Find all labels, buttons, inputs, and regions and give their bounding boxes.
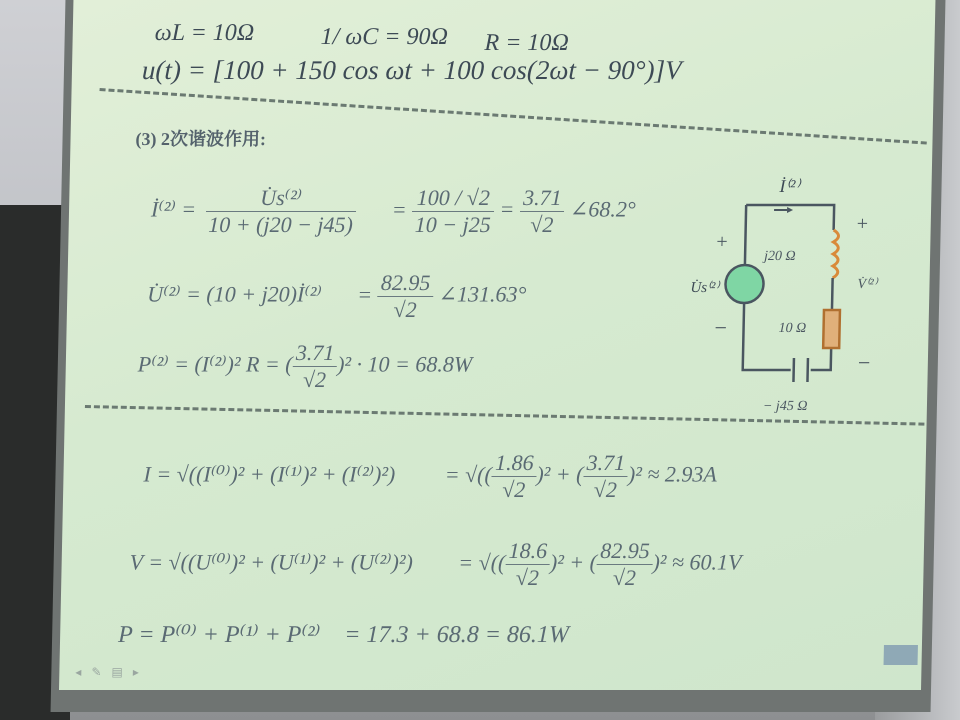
eq-i2-num3: 3.71	[520, 185, 565, 212]
eq-i-lhs: I = √((I⁽⁰⁾)² + (I⁽¹⁾)² + (I⁽²⁾)²)	[143, 461, 396, 487]
current-label: İ⁽²⁾	[779, 176, 801, 196]
menu-icon[interactable]: ▤	[111, 665, 133, 679]
eq-i2-frac2	[411, 185, 494, 238]
blue-corner-button[interactable]	[884, 645, 918, 665]
eq-i2-frac3	[519, 185, 565, 238]
eq-p-rhs: = 17.3 + 68.8 = 86.1W	[344, 622, 570, 648]
eq-u2-lhs: U̇⁽²⁾ = (10 + j20)İ⁽²⁾	[147, 281, 323, 307]
eq-p2	[137, 340, 472, 393]
eq-i2-den1: 10 + (j20 − j45)	[208, 212, 354, 237]
eq-v-frac1	[505, 538, 551, 591]
eq-v-n1: 18.6	[505, 538, 550, 565]
left-plus: +	[716, 231, 728, 253]
pen-icon[interactable]: ✎	[91, 665, 112, 679]
eq-p-total	[118, 620, 569, 649]
inductor-label: j20 Ω	[763, 249, 796, 264]
voltage-label: V̇⁽²⁾	[857, 277, 878, 292]
eq-i2-lhs: İ⁽²⁾ =	[150, 196, 197, 222]
eq-i-total	[143, 450, 717, 503]
eq-i-d1: √2	[501, 477, 526, 502]
eq-u2-num: 82.95	[378, 270, 434, 297]
eq-v-frac2	[596, 538, 653, 591]
eq-i-frac2	[583, 450, 629, 503]
circuit-diagram	[684, 170, 919, 430]
eq-u2-den: √2	[393, 297, 417, 322]
inductor	[833, 230, 839, 278]
slide-controls[interactable]	[75, 665, 149, 680]
eq-p2-num: 3.71	[293, 340, 338, 367]
eq-i2-num2: 100 / √2	[412, 185, 495, 212]
eq-v-lhs: V = √((U⁽⁰⁾)² + (U⁽¹⁾)² + (U⁽²⁾)²)	[129, 549, 414, 575]
eq-i-eq: = √((	[444, 461, 493, 487]
eq-i-frac1	[491, 450, 537, 503]
eq-v-eq: = √((	[458, 549, 506, 575]
eq-v-rhs: )² ≈ 60.1V	[652, 549, 742, 575]
slide	[59, 0, 935, 690]
source-expression: u(t) = [100 + 150 cos ωt + 100 cos(2ωt − 90°)]V	[141, 55, 682, 85]
section-heading: (3) 2次谐波作用:	[135, 129, 267, 149]
eq-i2-frac1	[205, 185, 357, 238]
param-wl: ωL = 10Ω	[154, 20, 255, 46]
right-plus: +	[856, 213, 869, 235]
eq-i-mid: )² + (	[536, 461, 584, 487]
eq-v-n2: 82.95	[597, 538, 653, 565]
left-minus: −	[714, 315, 728, 340]
eq-i-n2: 3.71	[583, 450, 628, 477]
eq-i-rhs: )² ≈ 2.93A	[627, 461, 718, 487]
eq-i2-eq3: =	[499, 196, 515, 222]
eq-p2-lhs: P⁽²⁾ = (I⁽²⁾)² R = (	[137, 351, 293, 377]
eq-p-lhs: P = P⁽⁰⁾ + P⁽¹⁾ + P⁽²⁾	[117, 622, 321, 648]
eq-i2-eq2: =	[391, 196, 407, 222]
eq-v-d1: √2	[515, 565, 540, 590]
eq-i-n1: 1.86	[492, 450, 537, 477]
eq-v-d2: √2	[612, 565, 637, 590]
projector-screen-frame	[51, 0, 946, 712]
eq-u2-angle: ∠131.63°	[438, 281, 527, 307]
right-wire-mid	[832, 285, 833, 310]
source-label: U̇s⁽²⁾	[690, 280, 720, 296]
voltage-source	[725, 265, 764, 303]
right-minus: −	[857, 350, 871, 375]
eq-i2-den3: √2	[530, 212, 554, 237]
eq-i2-angle: ∠68.2°	[569, 196, 636, 222]
capacitor	[793, 358, 808, 382]
eq-u2-eq: =	[357, 281, 373, 307]
eq-u2-frac	[377, 270, 434, 323]
eq-v-mid: )² + (	[549, 549, 598, 575]
capacitor-label: − j45 Ω	[762, 399, 808, 414]
left-wire-top	[745, 205, 746, 265]
param-r: R = 10Ω	[484, 30, 570, 56]
eq-v-total	[129, 538, 742, 591]
param-wc: 1/ ωC = 90Ω	[320, 24, 449, 50]
eq-i2-num1: U̇s⁽²⁾	[206, 185, 357, 212]
eq-p2-den: √2	[302, 367, 327, 392]
next-arrow-icon[interactable]: ▸	[132, 665, 149, 679]
eq-u2	[147, 270, 527, 323]
resistor	[823, 310, 840, 348]
eq-i-d2: √2	[593, 477, 618, 502]
eq-p2-rhs: )² · 10 = 68.8W	[336, 351, 473, 377]
eq-p2-frac	[292, 340, 338, 393]
eq-i2	[150, 185, 636, 238]
current-arrow-head	[787, 207, 793, 213]
resistor-label: 10 Ω	[778, 321, 807, 336]
eq-i2-den2: 10 − j25	[414, 212, 492, 237]
left-wire-bottom	[743, 303, 792, 370]
bottom-wire	[811, 348, 831, 370]
prev-arrow-icon[interactable]: ◂	[75, 665, 92, 679]
